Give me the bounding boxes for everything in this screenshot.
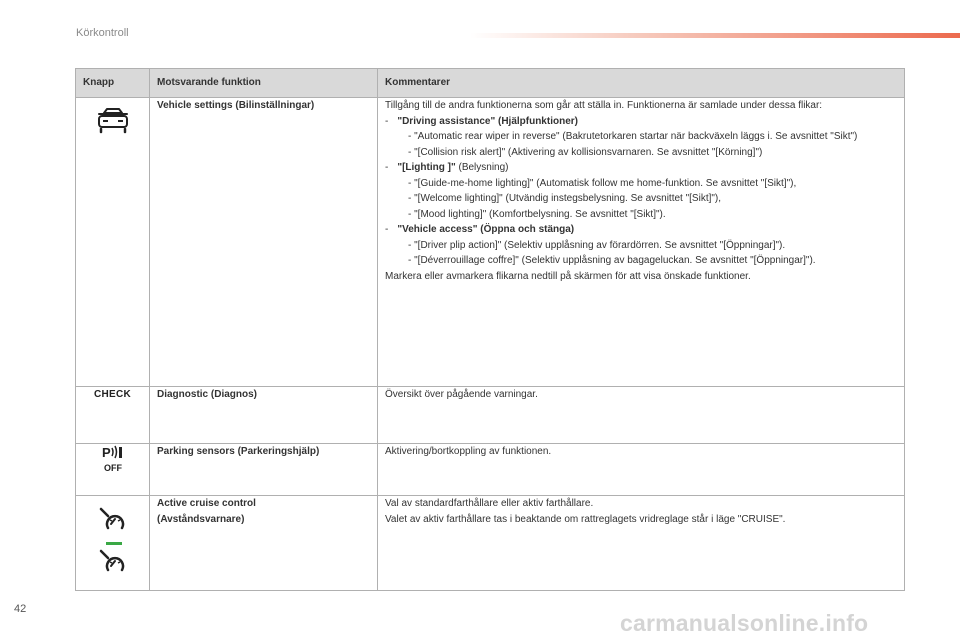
tab-lighting: - "[Lighting ]" (Belysning) — [385, 162, 509, 173]
tab-label: "[Lighting ]" — [397, 162, 456, 173]
car-settings-icon — [97, 108, 129, 134]
list-item: - "[Mood lighting]" (Komfortbelysning. Se avsnittet "[Sikt]"). — [408, 208, 666, 220]
watermark: carmanualsonline.info — [620, 610, 869, 636]
list-item-text: "[Welcome lighting]" (Utvändig instegsbelysning. Se avsnittet "[Sikt]"), — [414, 193, 722, 204]
comment-parking-sensors: Aktivering/bortkoppling av funktionen. — [378, 444, 905, 496]
table-row — [76, 387, 905, 444]
function-diagnostic: Diagnostic (Diagnos) — [150, 387, 378, 444]
column-header-function: Motsvarande funktion — [150, 69, 378, 98]
tab-driving-assistance: - "Driving assistance" (Hjälpfunktioner) — [385, 115, 578, 127]
svg-text:P: P — [101, 445, 111, 460]
list-item-text: "Automatic rear wiper in reverse" (Bakrutetorkaren startar när backväxeln läggs i. Se avsnittet "Sikt") — [414, 131, 858, 142]
list-item: - "[Driver plip action]" (Selektiv upplåsning av förardörren. Se avsnittet "[Öppningar]"). — [408, 239, 786, 251]
table-header-row — [76, 69, 905, 98]
list-item: - "[Welcome lighting]" (Utvändig instegsbelysning. Se avsnittet "[Sikt]"), — [408, 193, 722, 204]
tab-label-translation: (Öppna och stänga) — [480, 224, 575, 235]
section-title: Körkontroll — [76, 27, 129, 39]
comment-intro: Tillgång till de andra funktionerna som går att ställa in. Funktionerna är samlade under dessa flikar: — [385, 100, 823, 111]
column-header-knapp: Knapp — [76, 69, 150, 98]
comment-outro: Markera eller avmarkera flikarna nedtill på skärmen för att visa önskade funktioner. — [385, 270, 751, 282]
off-label: OFF — [103, 463, 122, 473]
table-row — [76, 444, 905, 496]
page-number: 42 — [14, 603, 27, 615]
list-item: - "Automatic rear wiper in reverse" (Bakrutetorkaren startar när backväxeln läggs i. Se avsnittet "Sikt") — [408, 131, 858, 142]
function-parking-sensors: Parking sensors (Parkeringshjälp) — [150, 444, 378, 496]
icon-cell — [76, 444, 150, 496]
comment-vehicle-settings — [378, 98, 905, 387]
list-item: - "[Collision risk alert]" (Aktivering av kollisionsvarnaren. Se avsnittet "[Körning]") — [408, 146, 763, 158]
header-accent-rule — [470, 33, 960, 38]
icon-cell — [76, 98, 150, 387]
function-vehicle-settings: Vehicle settings (Bilinställningar) — [150, 98, 378, 387]
list-item-text: "[Collision risk alert]" (Aktivering av kollisionsvarnaren. Se avsnittet "[Körning]") — [414, 146, 763, 158]
active-cruise-control-icon — [98, 542, 128, 574]
tab-label-translation: (Hjälpfunktioner) — [497, 115, 578, 127]
button-function-table — [75, 68, 905, 591]
list-item-text: "[Déverrouillage coffre]" (Selektiv upplåsning av bagageluckan. Se avsnittet "[Öppningar]"). — [414, 255, 816, 266]
list-item-text: "[Guide-me-home lighting]" (Automatisk follow me home-funktion. Se avsnittet "[Sikt]"), — [414, 177, 797, 189]
tab-vehicle-access: - "Vehicle access" (Öppna och stänga) — [385, 224, 575, 235]
check-button-label: CHECK — [93, 389, 132, 400]
table-row — [76, 98, 905, 387]
list-item: - "[Guide-me-home lighting]" (Automatisk follow me home-funktion. Se avsnittet "[Sikt]"), — [408, 177, 797, 189]
comment-line: Valet av aktiv farthållare tas i beaktande om rattreglagets vridreglage står i läge "CRUISE". — [385, 513, 786, 525]
comment-diagnostic: Översikt över pågående varningar. — [378, 387, 905, 444]
comment-line: Val av standardfarthållare eller aktiv farthållare. — [385, 498, 594, 509]
function-active-cruise-control — [150, 496, 378, 591]
icon-cell — [76, 387, 150, 444]
icon-cell — [76, 496, 150, 591]
tab-label-translation: (Belysning) — [458, 162, 509, 173]
tab-label: "Driving assistance" — [397, 115, 496, 127]
tab-label: "Vehicle access" — [397, 224, 478, 235]
comment-active-cruise-control — [378, 496, 905, 591]
table-row — [76, 496, 905, 591]
list-item-text: "[Mood lighting]" (Komfortbelysning. Se avsnittet "[Sikt]"). — [414, 208, 666, 220]
function-line: (Avståndsvarnare) — [157, 513, 245, 525]
list-item: - "[Déverrouillage coffre]" (Selektiv upplåsning av bagageluckan. Se avsnittet "[Öppningar]"). — [408, 255, 816, 266]
park-sensor-off-icon — [96, 444, 130, 474]
function-line: Active cruise control — [157, 498, 256, 509]
cruise-control-icon — [98, 506, 128, 532]
list-item-text: "[Driver plip action]" (Selektiv upplåsning av förardörren. Se avsnittet "[Öppningar]"). — [414, 239, 786, 251]
active-indicator-bar — [106, 542, 122, 545]
column-header-comments: Kommentarer — [378, 69, 905, 98]
